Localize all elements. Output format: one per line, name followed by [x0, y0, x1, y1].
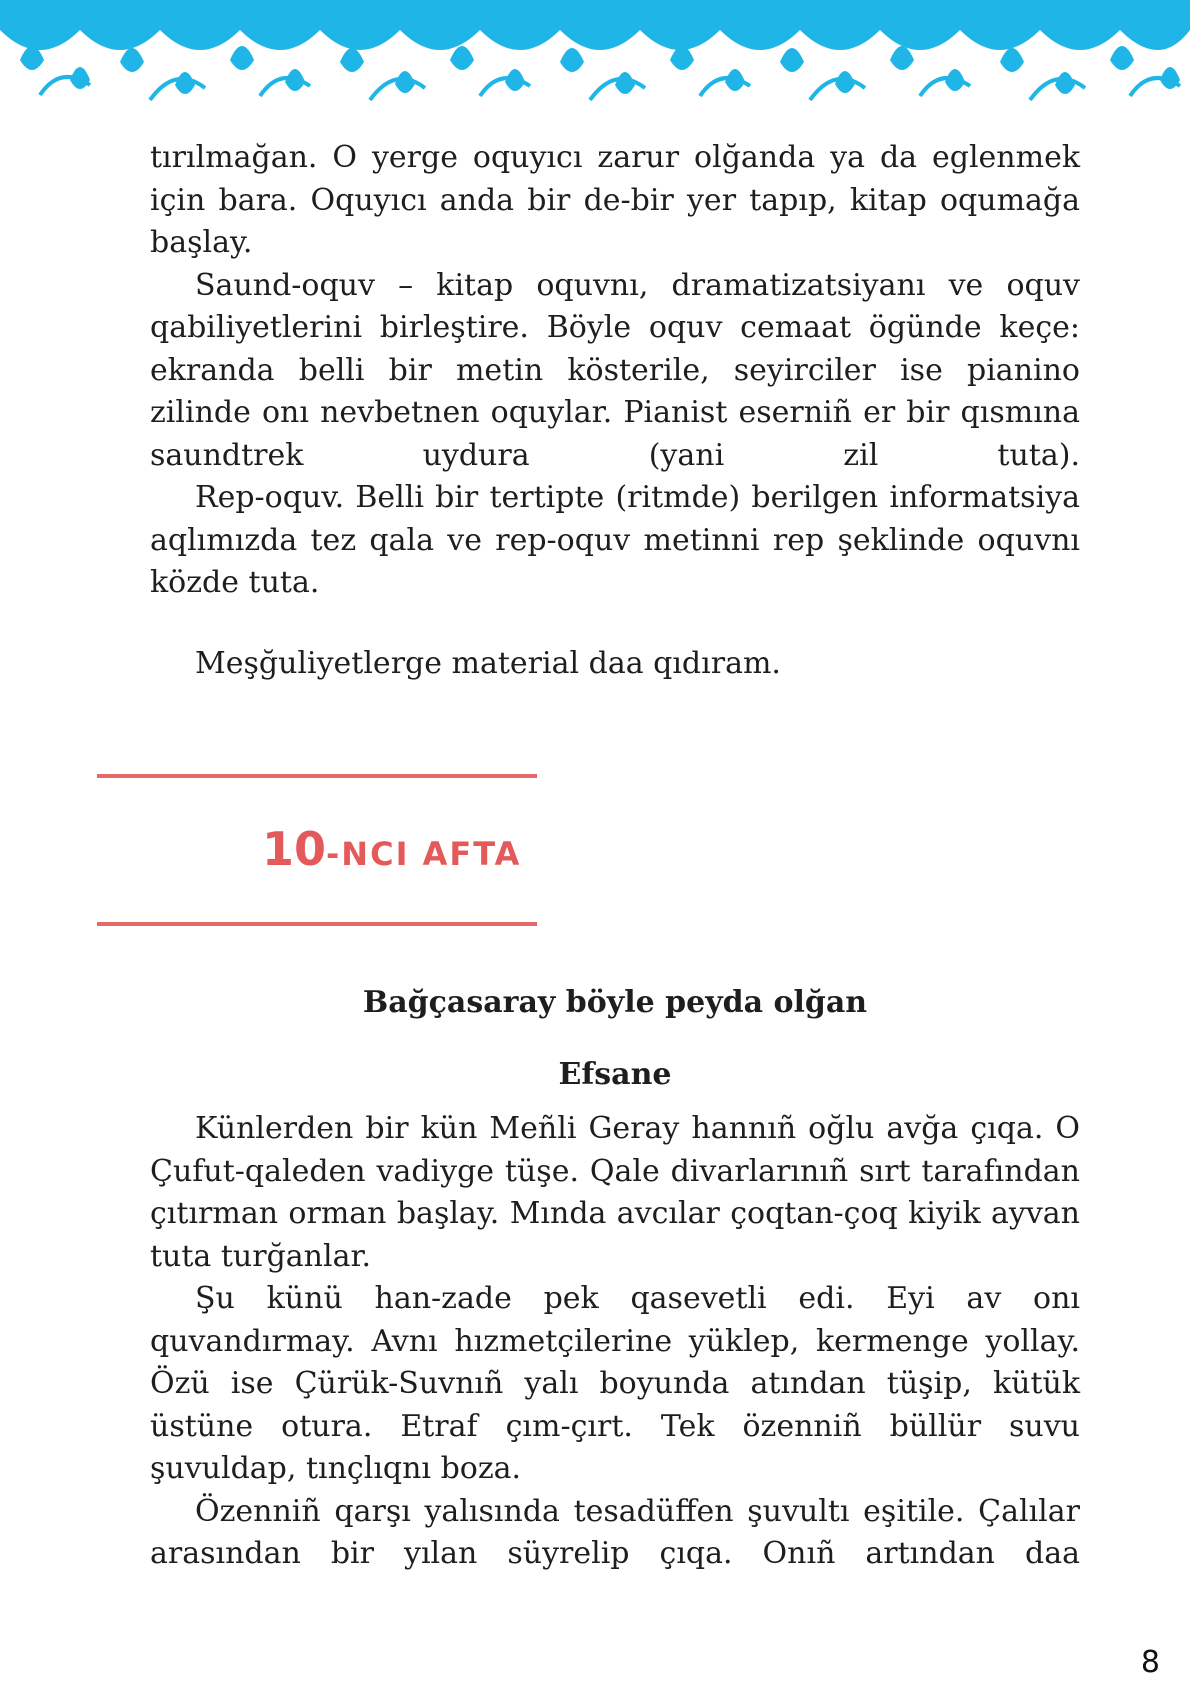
- story-title: Bağçasaray böyle peyda olğan: [362, 985, 868, 1020]
- week-number: 10: [262, 822, 327, 876]
- paragraph-material: Meşğuliyetlerge material daa qıdıram.: [195, 645, 781, 681]
- paragraph-continued: tırılmağan. O yerge oquyıcı zarur olğanda ya da eglenmek için bara. Oquyıcı anda bir de-bir yer tapıp, kitap oqumağa başlay.: [150, 140, 1080, 260]
- story-subtitle: Efsane: [558, 1057, 672, 1092]
- week-heading: [262, 822, 521, 876]
- continued-text: [150, 137, 1080, 685]
- page-number: 8: [1140, 1645, 1160, 1680]
- section-rule-bottom: [97, 922, 537, 926]
- story-paragraph-1: Künlerden bir kün Meñli Geray hannıñ oğlu avğa çıqa. O Çufut-qaleden vadiyge tüşe. Qale divarlarınıñ sırt tarafından çıtırman orman başlay. Mında avcılar çoqtan-çoq kiyik ayvan tuta turğanlar.: [150, 1111, 1080, 1274]
- week-suffix: -NCI AFTA: [326, 835, 522, 873]
- section-rule-top: [97, 774, 537, 778]
- floral-ornament: [0, 0, 1190, 108]
- story-paragraph-2: Şu künü han-zade pek qasevetli edi. Eyi av onı quvandırmay. Avnı hızmetçilerine yüklep, kermenge yollay. Özü ise Çürük-Suvnıñ yalı boyunda atından tüşip, kütük üstüne otura. Etraf çım-çırt. Tek özenniñ büllür suvu şuvuldap, tınçlıqnı boza.: [150, 1281, 1080, 1486]
- paragraph-rep-oquv: Rep-oquv. Belli bir tertipte (ritmde) berilgen informatsiya aqlımızda tez qala ve rep-oquv metinni rep şeklinde oquvnı közde tuta.: [150, 480, 1080, 600]
- paragraph-saund-oquv: Saund-oquv – kitap oquvnı, dramatizatsiyanı ve oquv qabiliyetlerini birleştire. Böyle oquv cemaat ögünde keçe: ekranda belli bir metin kösterile, seyirciler ise pianino zilinde onı nevbetnen oquylar. Pianist eserniñ er bir qısmına saundtrek uydura (yani zil tuta).: [150, 267, 1080, 473]
- story-text: [150, 1108, 1080, 1576]
- story-paragraph-3: Özenniñ qarşı yalısında tesadüffen şuvultı eşitile. Çalılar arasından bir yılan süyrelip çıqa. Onıñ artından daa: [150, 1493, 1080, 1571]
